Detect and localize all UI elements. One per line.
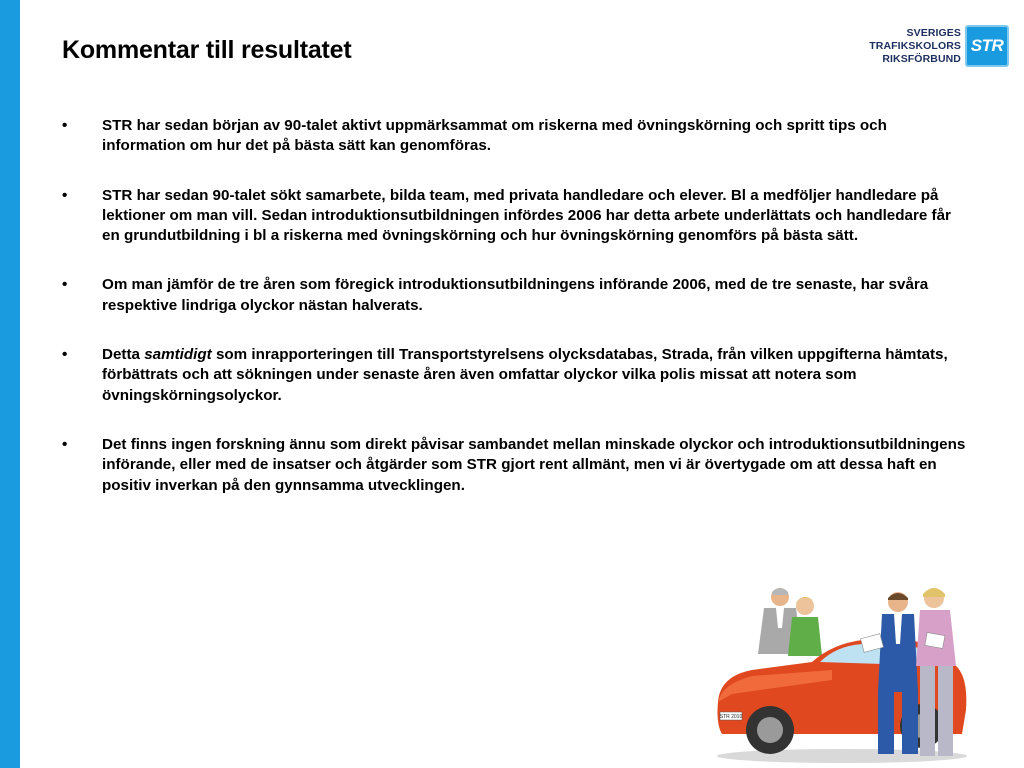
logo-line: TRAFIKSKOLORS (869, 39, 961, 52)
bullet-item (62, 345, 967, 406)
logo-badge: STR (965, 25, 1009, 67)
bullet-icon: • (62, 435, 68, 453)
side-accent-bar (0, 0, 20, 768)
bullet-list (62, 116, 967, 525)
bullet-icon: • (62, 186, 68, 204)
bullet-icon: • (62, 117, 68, 134)
bullet-emphasis: samtidigt (144, 346, 212, 364)
logo-line: RIKSFÖRBUND (882, 52, 961, 65)
logo-text (858, 27, 961, 66)
bullet-text: STR har sedan början av 90-talet aktivt uppmärksammat om riskerna med övningskörning och spritt tips och information om hur det på bästa sätt kan genomföras. (102, 117, 887, 155)
bullet-icon: • (62, 346, 68, 364)
bullet-text: Det finns ingen forskning ännu som direkt påvisar sambandet mellan minskade olyckor och introduktionsutbildningens införande, eller med de insatser och åtgärder som STR gjort rent allmänt, men vi är övertygade om att dessa haft en positiv inverkan på den gynnsamma utvecklingen. (102, 435, 966, 494)
bullet-item (62, 275, 967, 316)
person-green-top (788, 597, 822, 656)
bullet-item (62, 186, 967, 247)
bullet-item (62, 116, 967, 157)
slide-title: Kommentar till resultatet (62, 36, 352, 64)
bullet-icon: • (62, 276, 68, 294)
bullet-text: Om man jämför de tre åren som föregick introduktionsutbildningens införande 2006, med de tre senaste, har svåra respektive lindriga olyckor nästan halverats. (102, 276, 929, 314)
bullet-text (102, 346, 948, 404)
bullet-text-start: Detta (102, 346, 145, 364)
logo-line: SVERIGES (906, 26, 961, 39)
license-plate: STR 2010 (719, 714, 743, 720)
car-with-people-illustration (712, 584, 974, 764)
bullet-text: STR har sedan 90-talet sökt samarbete, bilda team, med privata handledare och elever. Bl a medföljer handledare på lektioner om man vill. Sedan introduktionsutbildningen infördes 2006 har detta arbete underlättats och handledare får en grundutbildning i bl a riskerna med övningskörning och hur övningskörning genomförs på bästa sätt. (102, 186, 951, 245)
bullet-text-end: som inrapporteringen till Transportstyrelsens olycksdatabas, Strada, från vilken uppgifterna hämtats, förbättrats och att sökningen under senaste åren även omfattar olyckor vilka polis missat att notera som övningskörningsolyckor. (102, 346, 948, 404)
str-logo (858, 24, 1010, 68)
bullet-item (62, 435, 967, 496)
